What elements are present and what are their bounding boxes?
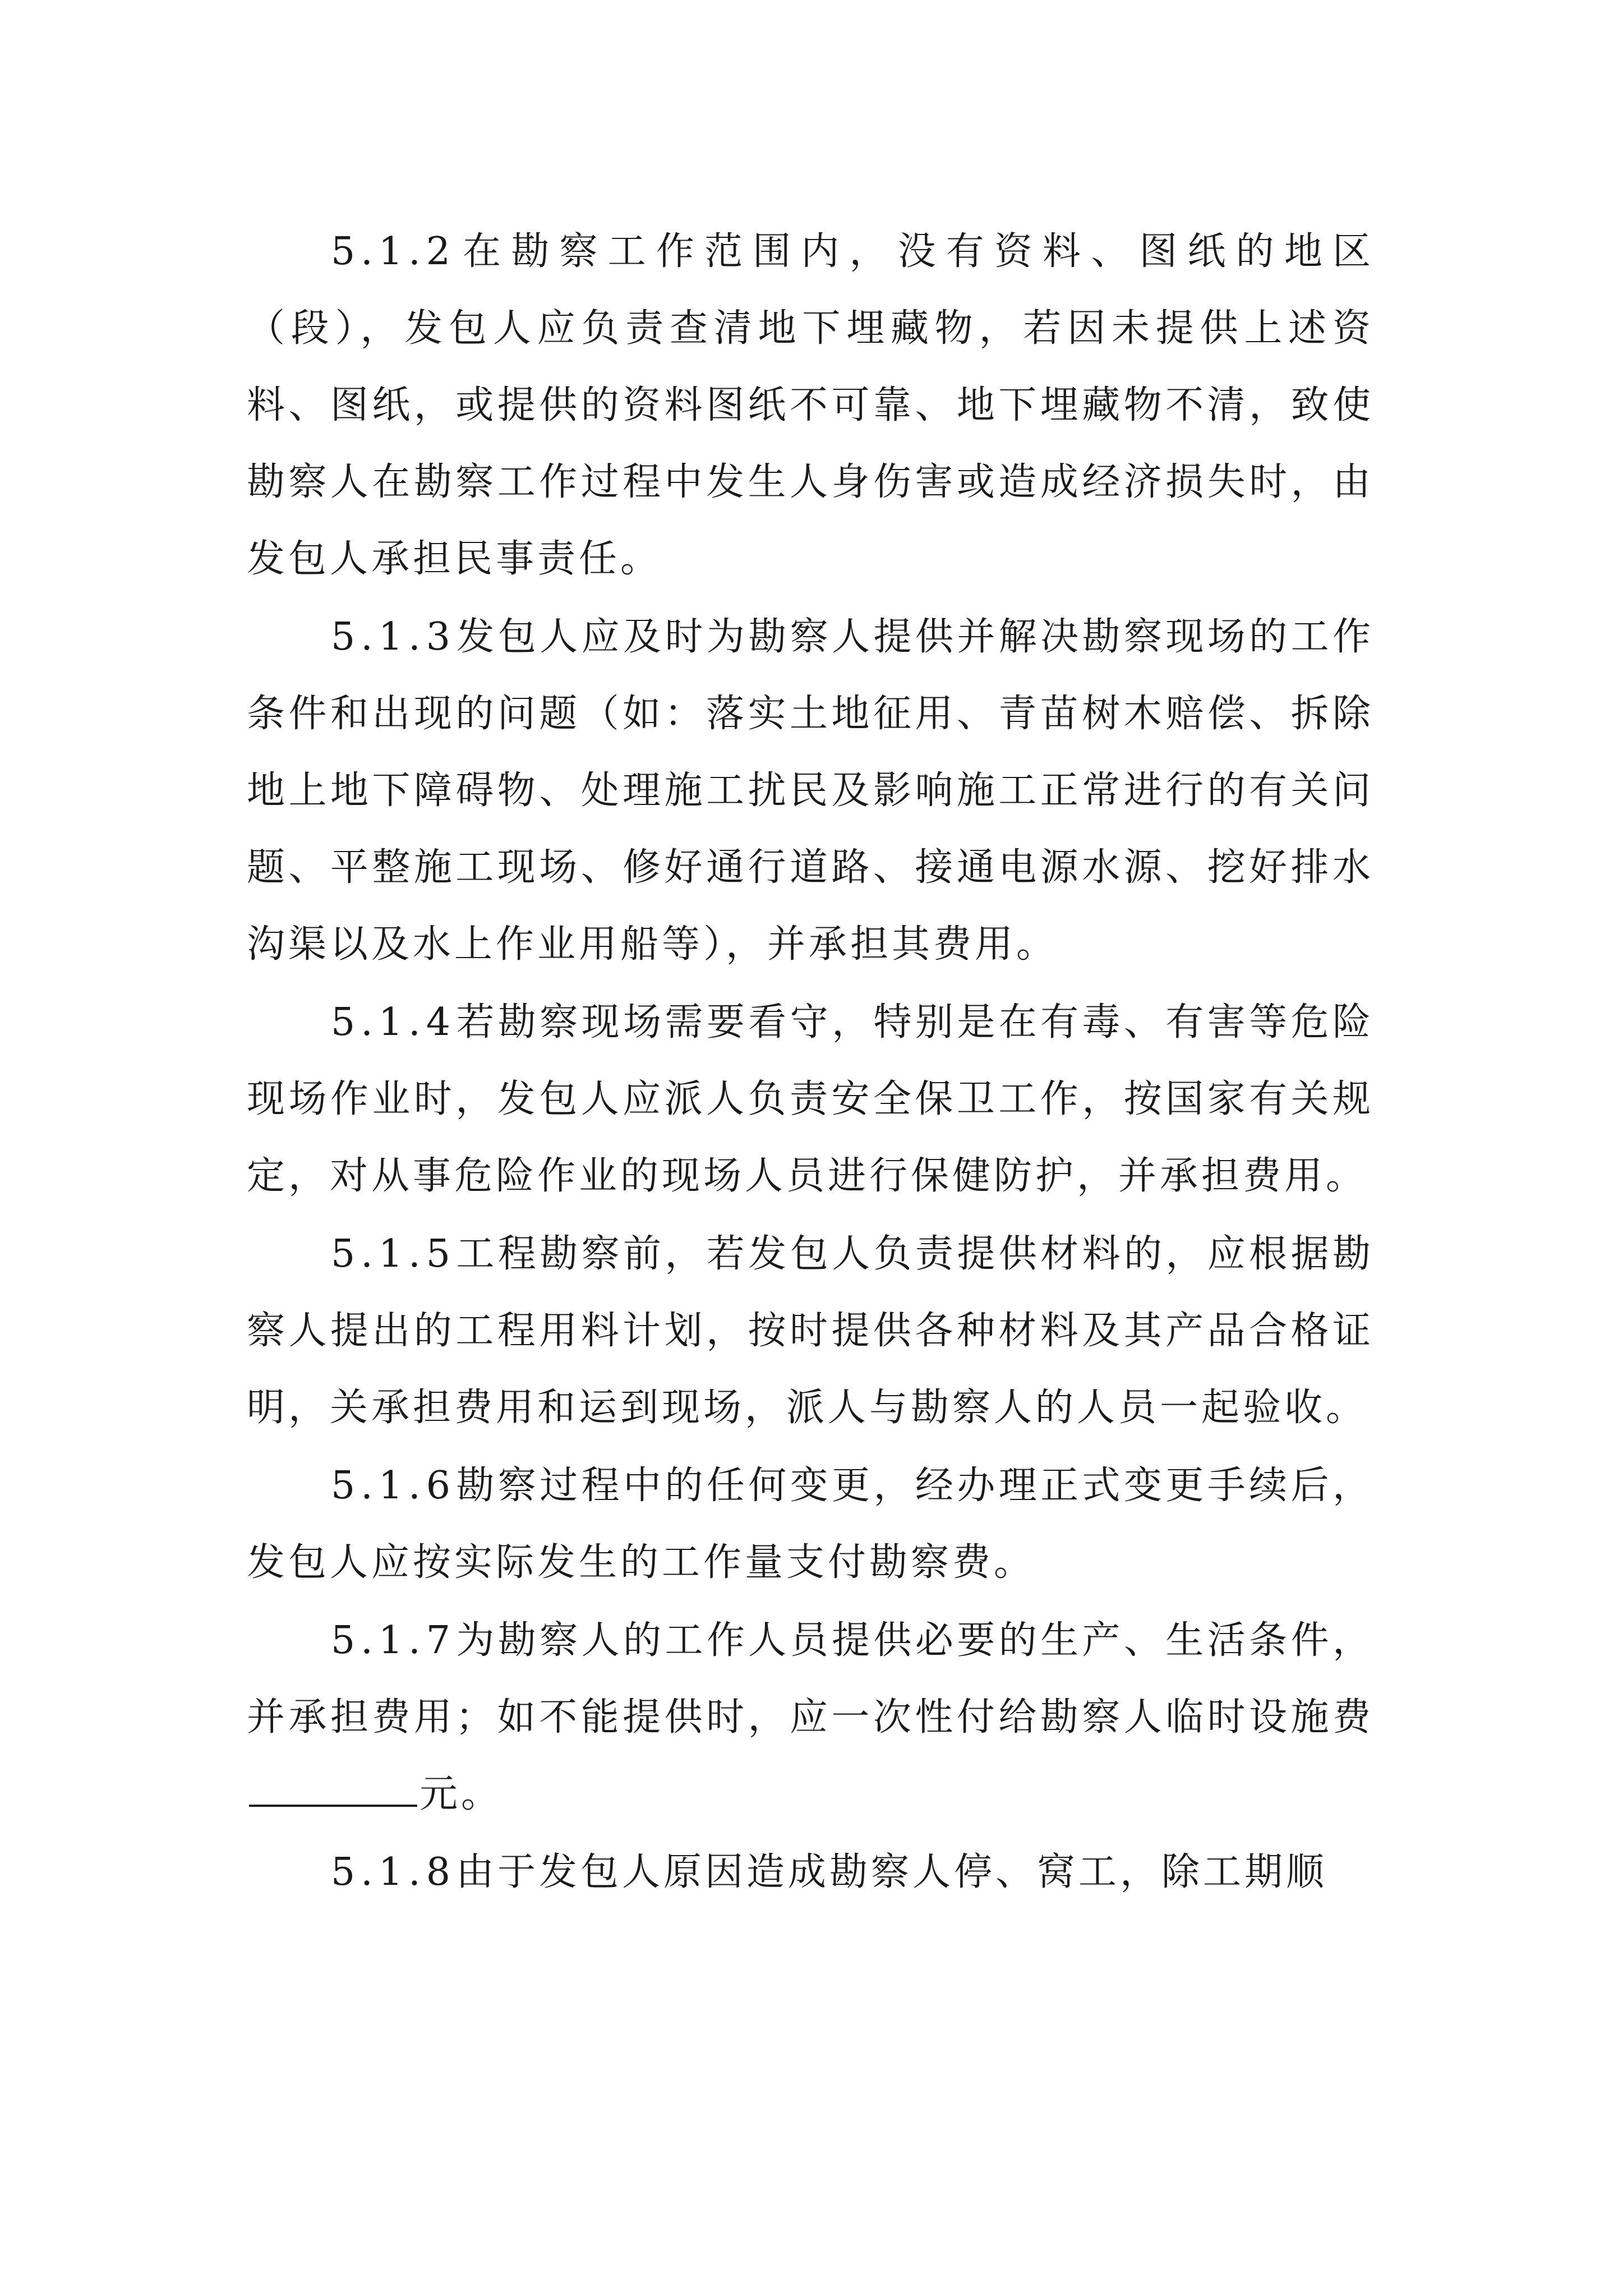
clause-number: 5.1.8 [331,1850,457,1894]
clause-text: 为勘察人的工作人员提供必要的生产、生活条件，并承担费用；如不能提供时，应一次性付给勘察人临时设施费 [247,1618,1374,1740]
clause-text: 勘察过程中的任何变更，经办理正式变更手续后，发包人应按实际发生的工作量支付勘察费。 [247,1464,1374,1585]
clause-text: 发包人应及时为勘察人提供并解决勘察现场的工作条件和出现的问题（如：落实土地征用、青苗树木赔偿、拆除地上地下障碍物、处理施工扰民及影响施工正常进行的有关问题、平整施工现场、修好通行道路、接通电源水源、挖好排水沟渠以及水上作业用船等），并承担其费用。 [247,615,1374,967]
clause-number: 5.1.2 [331,229,457,274]
clause-text: 由于发包人原因造成勘察人停、窝工，除工期顺 [456,1850,1328,1894]
clause-number: 5.1.6 [331,1464,457,1508]
document-body [247,213,1374,1912]
clause-5-1-6 [247,1447,1374,1601]
clause-5-1-8 [247,1834,1374,1911]
clause-number: 5.1.5 [331,1232,457,1276]
clause-number: 5.1.7 [331,1618,457,1663]
clause-text-suffix: 元。 [419,1772,503,1816]
clause-number: 5.1.3 [331,615,457,659]
clause-text: 在勘察工作范围内，没有资料、图纸的地区（段），发包人应负责查清地下埋藏物，若因未提供上述资料、图纸，或提供的资料图纸不可靠、地下埋藏物不清，致使勘察人在勘察工作过程中发生人身伤害或造成经济损失时，由发包人承担民事责任。 [247,229,1374,581]
clause-5-1-5 [247,1216,1374,1446]
clause-5-1-7 [247,1602,1374,1833]
clause-5-1-3 [247,599,1374,983]
fill-in-blank [249,1771,417,1807]
clause-number: 5.1.4 [331,1000,457,1045]
clause-text: 若勘察现场需要看守，特别是在有毒、有害等危险现场作业时，发包人应派人负责安全保卫工作，按国家有关规定，对从事危险作业的现场人员进行保健防护，并承担费用。 [247,1000,1374,1198]
clause-5-1-2 [247,213,1374,597]
clause-text: 工程勘察前，若发包人负责提供材料的，应根据勘察人提出的工程用料计划，按时提供各种材料及其产品合格证明，关承担费用和运到现场，派人与勘察人的人员一起验收。 [247,1232,1374,1430]
clause-5-1-4 [247,984,1374,1214]
